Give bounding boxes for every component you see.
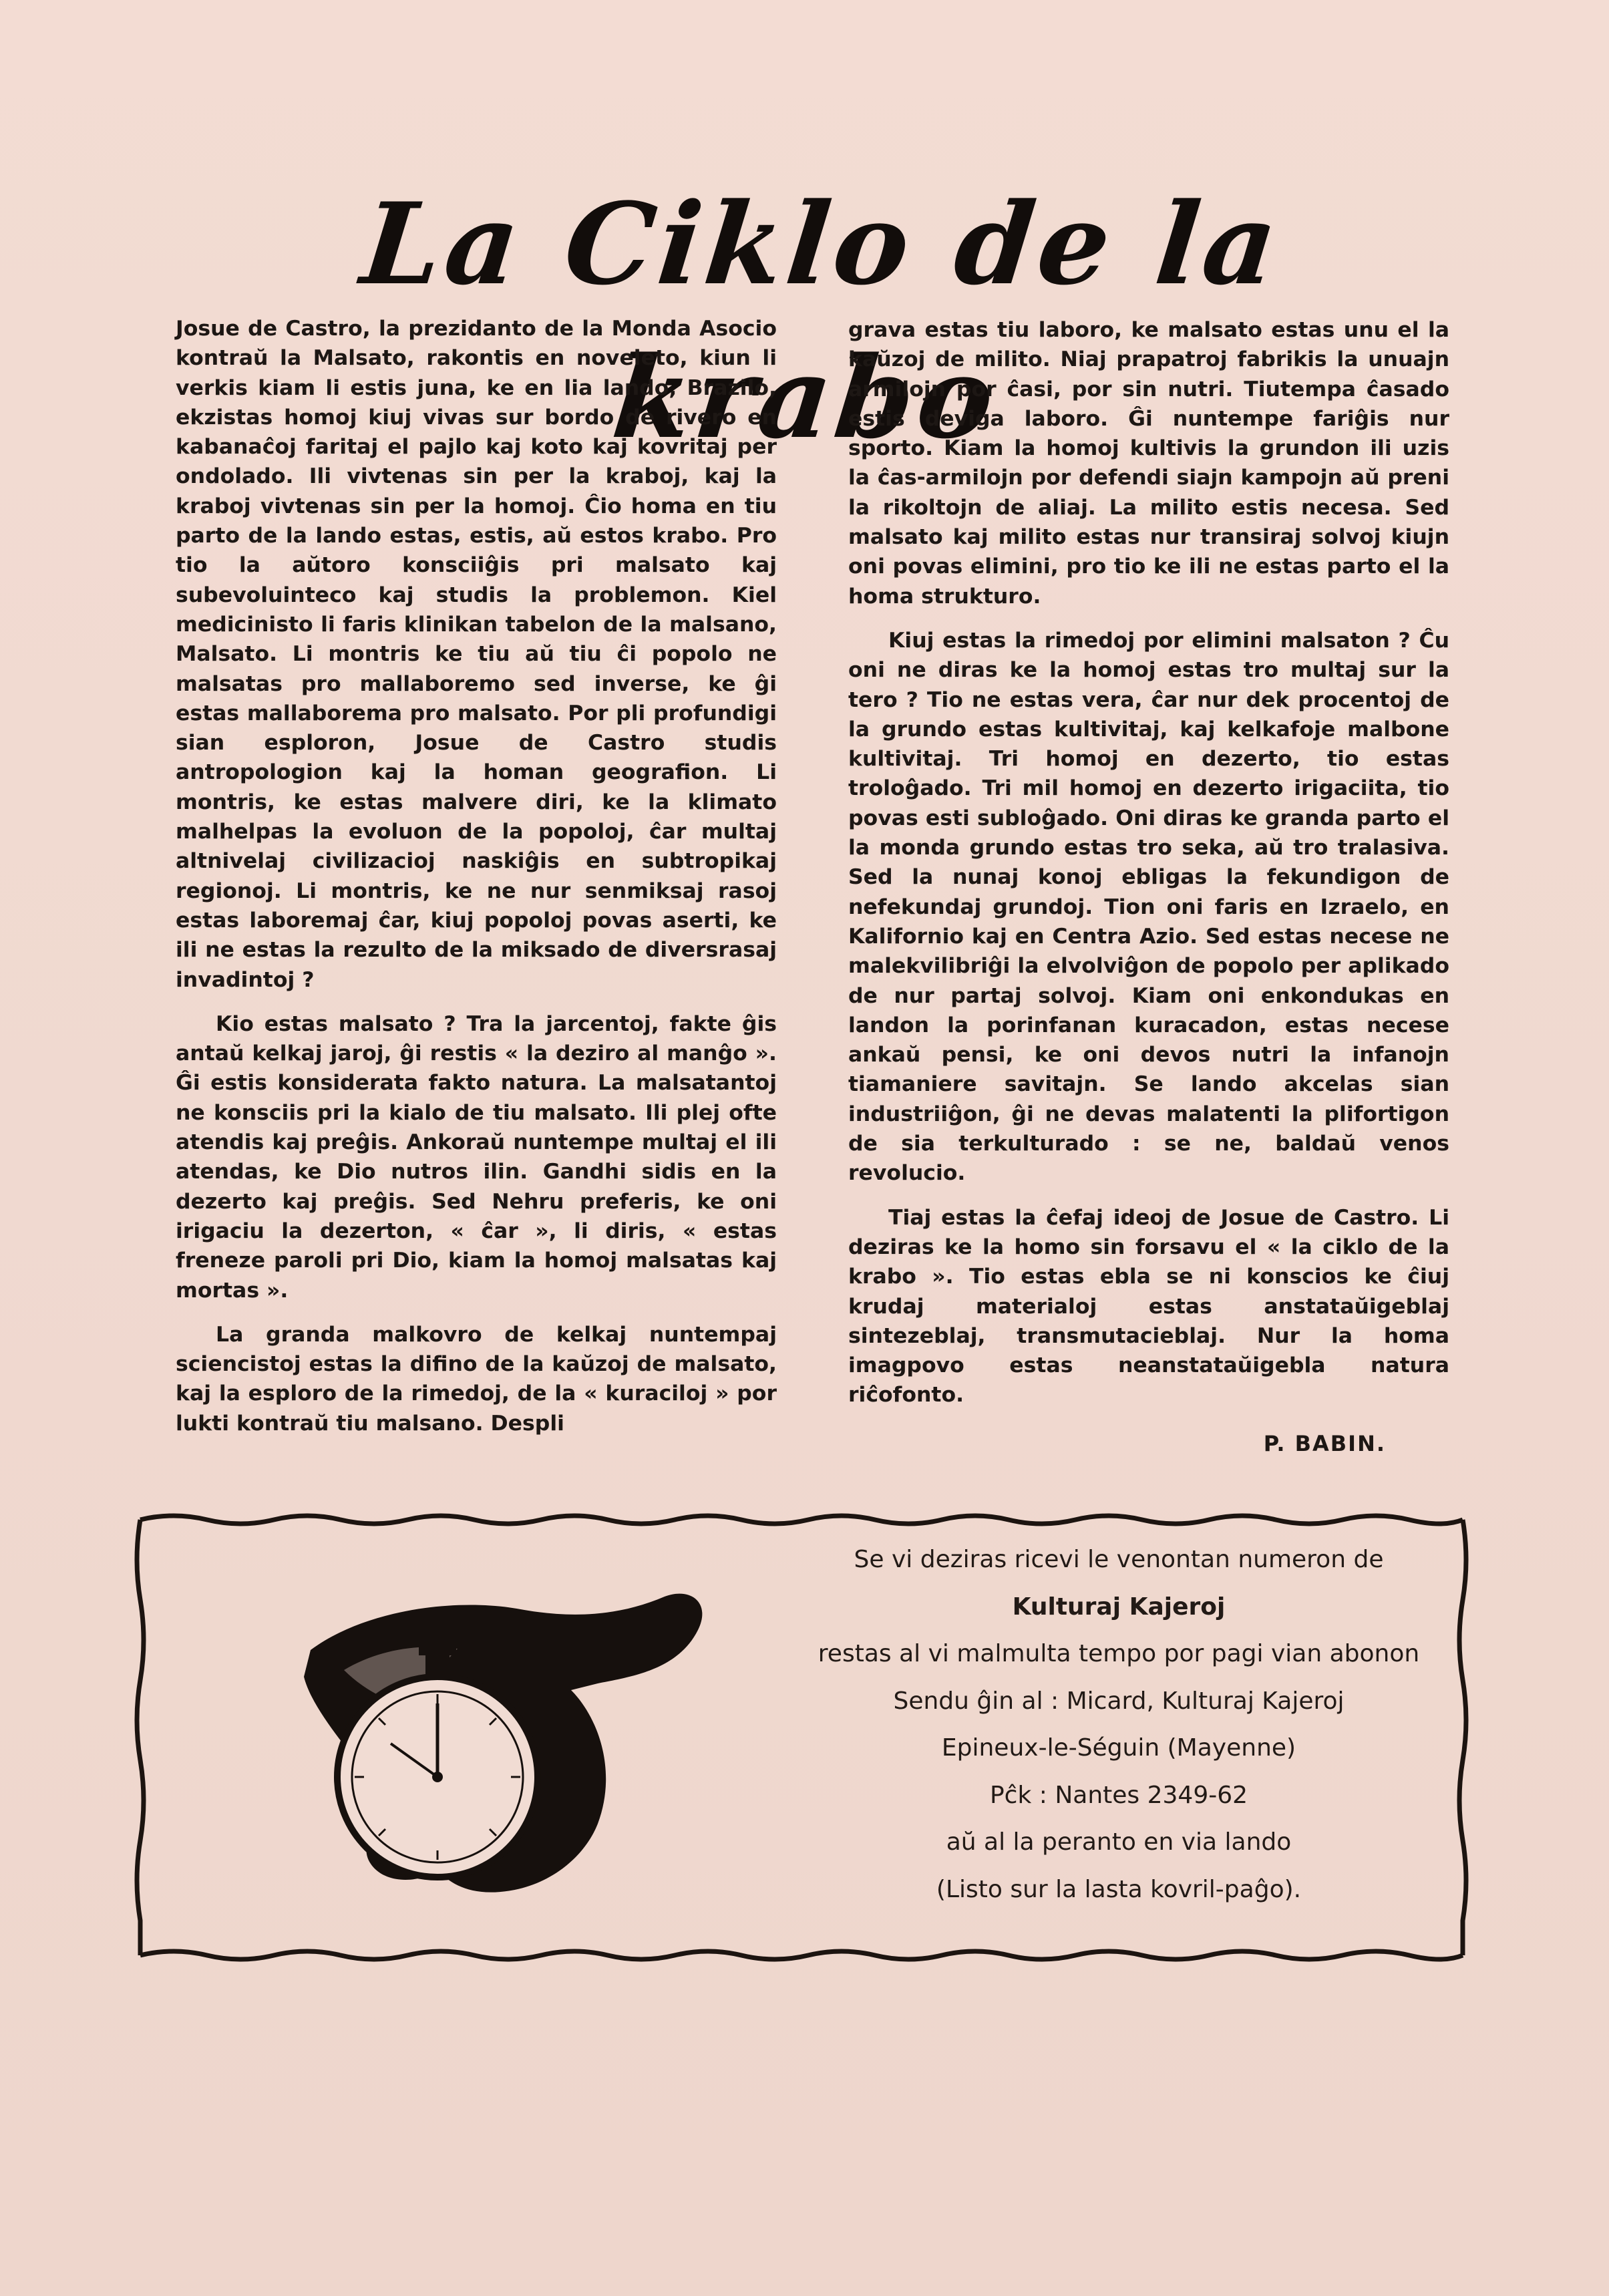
ad-line: Pĉk : Nantes 2349-62	[989, 1781, 1248, 1809]
ad-line: aŭ al la peranto en via lando	[946, 1828, 1292, 1856]
article-paragraph: grava estas tiu laboro, ke malsato estas unu el la kaŭzoj de milito. Niaj prapatroj fabrikis la unuajn armilojn por ĉasi, por sin nutri. Tiutempa ĉasado estis deviga laboro. Ĝi nuntempe fariĝis nur sporto. Kiam la homoj kultivis la grundon ili uzis la ĉas-armilojn por defendi siajn kampojn aŭ preni la rikoltojn de aliaj. La milito estis necesa. Sed malsato kaj milito estas nur transiraj solvoj kiujn oni povas elimini, pro tio ke ili ne estas parto el la homa strukturo.	[848, 318, 1449, 609]
subscription-ad-box	[134, 1506, 1469, 1967]
article-paragraph: Josue de Castro, la prezidanto de la Monda Asocio kontraŭ la Malsato, rakontis en noveleto, kiun li verkis kiam li estis juna, ke en lia lando, Brazilo, ekzistas homoj kiuj vivas sur bordo de rivero en kabanaĉoj faritaj el pajlo kaj koto kaj kovritaj per ondolado. Ili vivtenas sin per la kraboj, kaj la kraboj vivtenas sin per la homoj. Ĉio homa en tiu parto de la lando estas, estis, aŭ estos krabo. Pro tio la aŭtoro konsciiĝis pri malsato kaj subevoluinteco kaj studis la problemon. Kiel medicinisto li faris klinikan tabelon de la malsano, Malsato. Li montris ke tiu aŭ tiu ĉi popolo ne malsatas pro mallaboremo sed inverse, ke ĝi estas mallaborema pro malsato. Por pli profundigi sian esploron, Josue de Castro studis antropologion kaj la homan geografion. Li montris, ke estas malvere diri, ke la klimato malhelpas la evoluon de la popoloj, ĉar multaj altnivelaj civilizacioj naskiĝis en subtropikaj regionoj. Li montris, ke ne nur senmiksaj rasoj estas laboremaj ĉar, kiuj popoloj povas aserti, ke ili ne estas la rezulto de la miksado de diversrasaj invadintoj ?	[176, 317, 777, 992]
article-paragraph: La granda malkovro de kelkaj nuntempaj sciencistoj estas la difino de la kaŭzoj de malsato, kaj la esploro de la rimedoj, de la « kuraciloj » por lukti kontraŭ tiu malsano. Despli	[176, 1322, 777, 1436]
ad-line: Sendu ĝin al : Micard, Kulturaj Kajeroj	[893, 1687, 1345, 1715]
article-left-column	[176, 314, 777, 1453]
ad-line: (Listo sur la lasta kovril-paĝo).	[936, 1875, 1302, 1903]
article-right-column	[848, 315, 1449, 1458]
article-paragraph: Tiaj estas la ĉefaj ideoj de Josue de Castro. Li deziras ke la homo sin forsavu el « la ciklo de la krabo ». Tio estas ebla se ni konscios ke ĉiuj krudaj materialoj estas anstataŭigeblaj sintezeblaj, transmutacieblaj. Nur la homa imagpovo estas neanstataŭigebla natura riĉofonto.	[848, 1205, 1449, 1408]
ad-line: restas al vi malmulta tempo por pagi vian abonon	[818, 1640, 1420, 1667]
article-paragraph: Kiuj estas la rimedoj por elimini malsaton ? Ĉu oni ne diras ke la homoj estas tro multaj sur la tero ? Tio ne estas vera, ĉar nur dek procentoj de la grundo estas kultivitaj, kaj kelkafoje malbone kultivitaj. Tri homoj en dezerto, tio estas troloĝado. Tri mil homoj en dezerto irigaciita, tio povas esti subloĝado. Oni diras ke granda parto el la monda grundo estas tro seka, aŭ tro tralasiva. Sed la nunaj konoj ebligas la fekundigon de nefekundaj grundoj. Tion oni faris en Izraelo, en Kalifornio kaj en Centra Azio. Sed estas necese ne malekvilibriĝi la elvolviĝon de popolo per aplikado de nur partaj solvoj. Kiam oni enkondukas en landon la porinfanan kuracadon, estas necese ankaŭ pensi, ke oni devos nutri la infanojn tiamaniere savitajn. Se lando akcelas sian industriiĝon, ĝi ne devas malatenti la plifortigon de sia terkulturado : se ne, baldaŭ venos revolucio.	[848, 628, 1449, 1186]
article-paragraph: Kio estas malsato ? Tra la jarcentoj, fakte ĝis antaŭ kelkaj jaroj, ĝi restis « la deziro al manĝo ». Ĝi estis konsiderata fakto natura. La malsatantoj ne konsciis pri la kialo de tiu malsato. Ili plej ofte atendis kaj preĝis. Ankoraŭ nuntempe multaj el ili atendas, ke Dio nutros ilin. Gandhi sidis en la dezerto kaj preĝis. Sed Nehru preferis, ke oni irigaciu la dezerton, « ĉar », li diris, « estas freneze paroli pri Dio, kiam la homoj malsatas kaj mortas ».	[176, 1011, 777, 1303]
hand-with-stopwatch-illustration	[284, 1570, 725, 1917]
subscription-ad-text	[735, 1536, 1503, 1913]
author-signature: P. BABIN.	[1263, 1430, 1386, 1456]
ad-line: Epineux-le-Séguin (Mayenne)	[941, 1734, 1296, 1762]
article-title: La Ciklo de la krabo	[355, 178, 1288, 464]
ad-line: Se vi deziras ricevi le venontan numeron de	[854, 1546, 1384, 1573]
magazine-name: Kulturaj Kajeroj	[1012, 1593, 1226, 1621]
